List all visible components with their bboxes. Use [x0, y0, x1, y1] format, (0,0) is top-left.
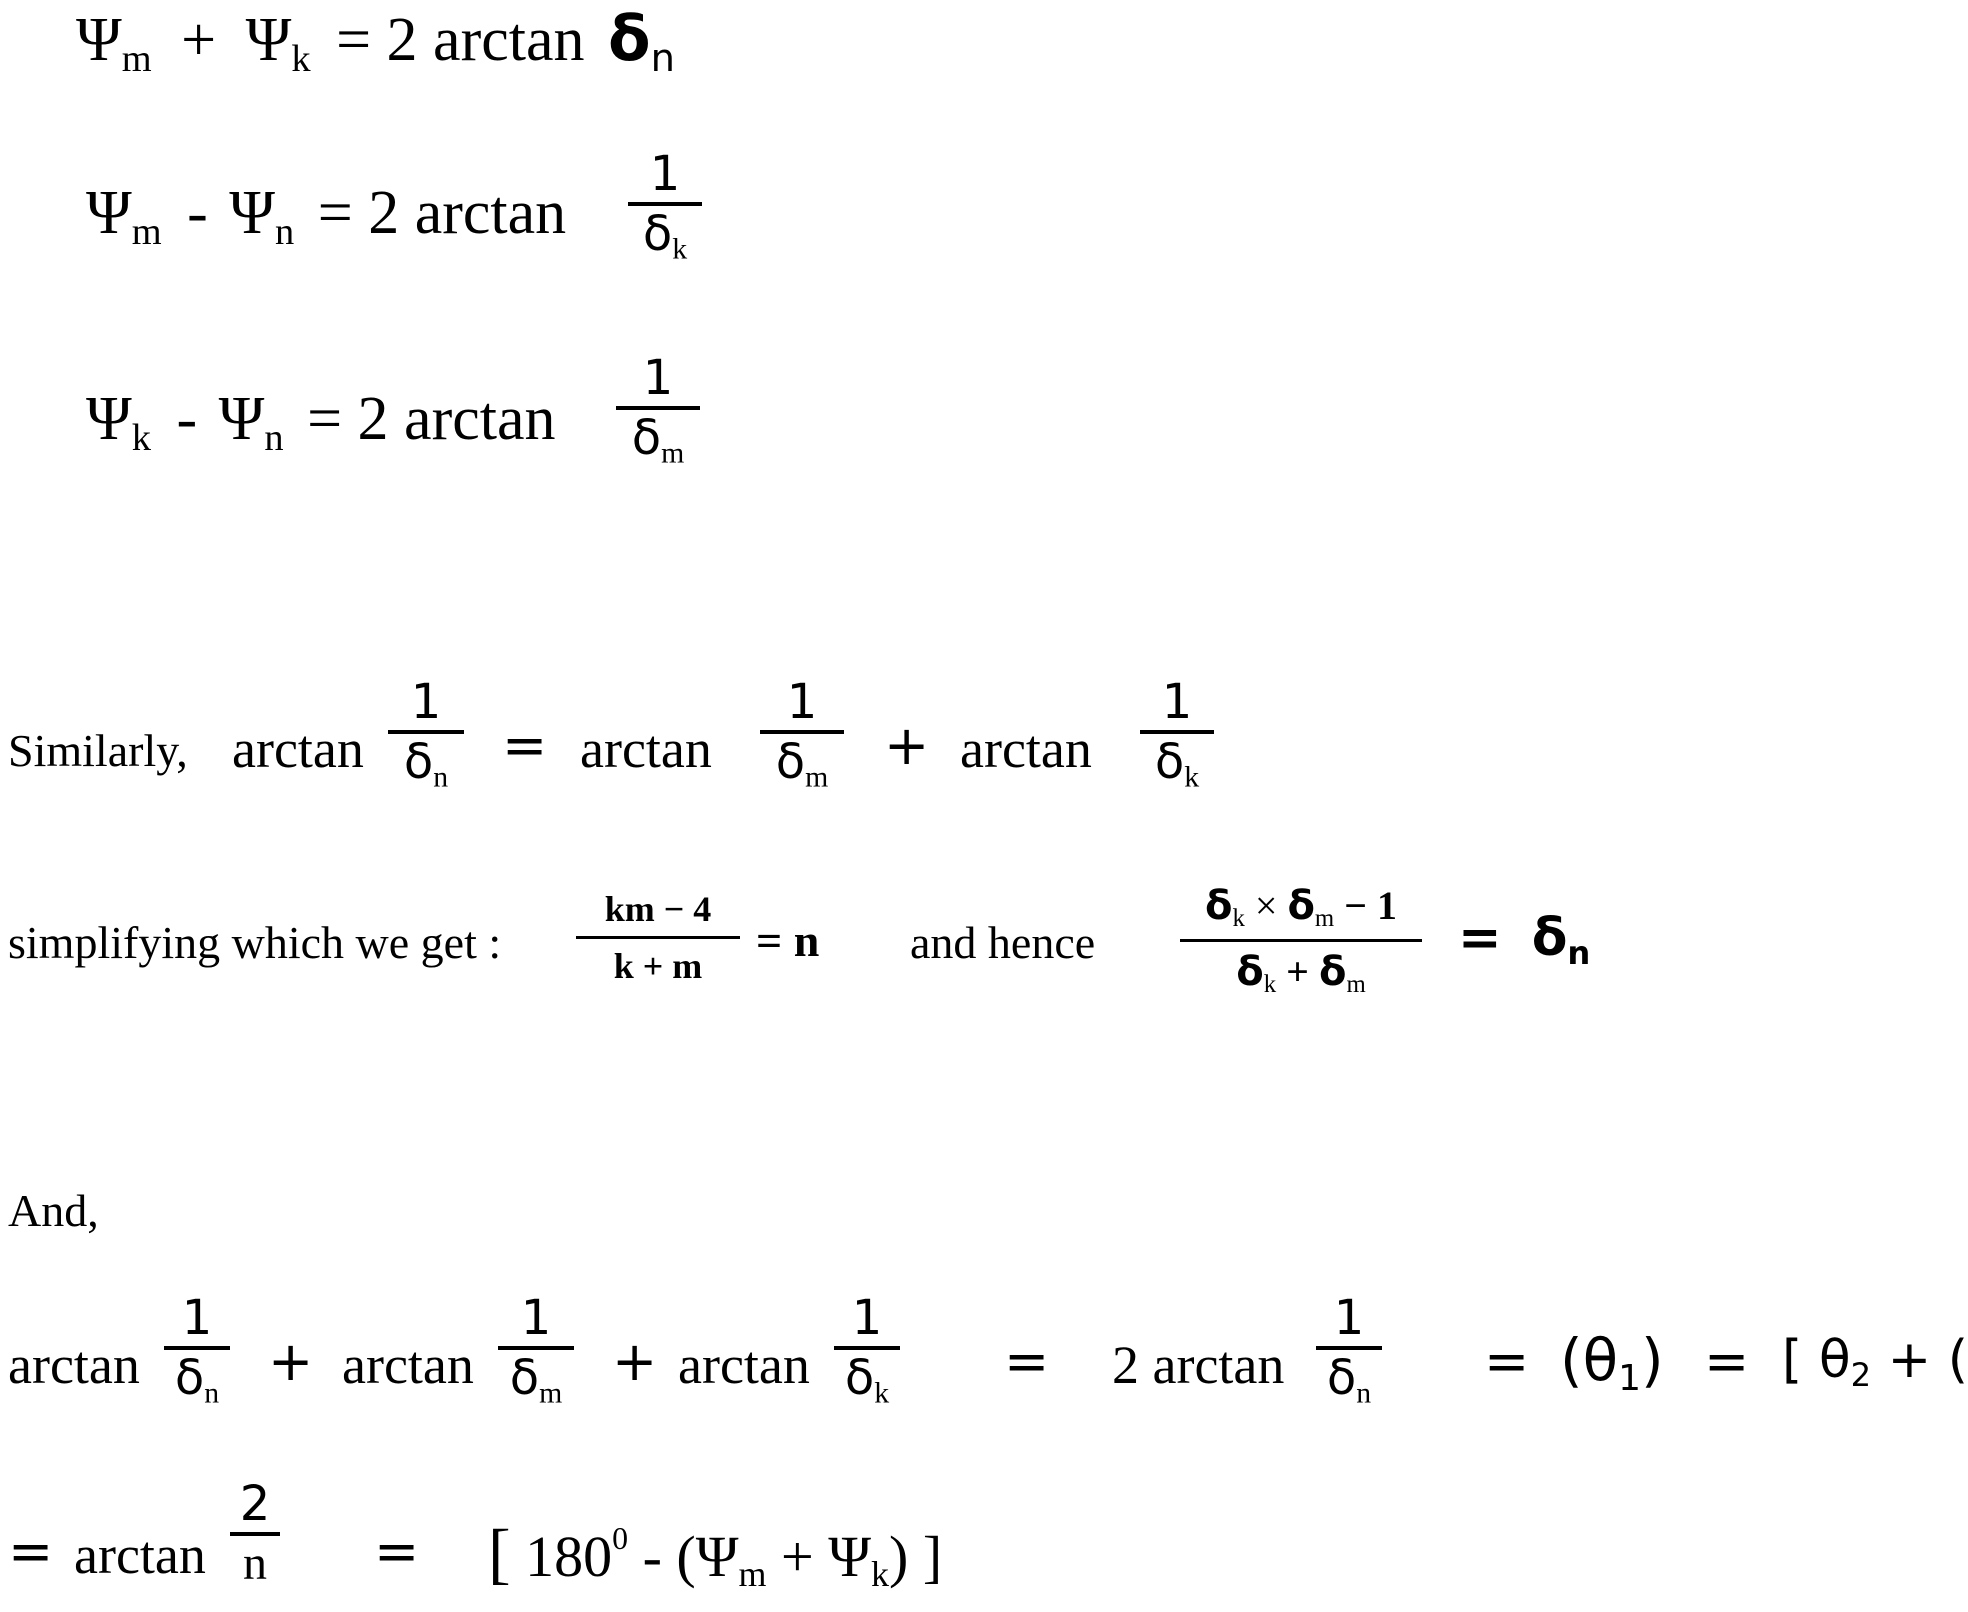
denominator: $\delta_k$ — [642, 206, 688, 266]
arctan-text: arctan — [678, 1335, 810, 1395]
two-arctan-text: 2 arctan — [1112, 1335, 1285, 1395]
equals-sign: = — [502, 714, 548, 777]
equals-n: = n — [756, 915, 820, 966]
fraction: 1 $\delta_n$ — [1316, 1290, 1382, 1410]
fraction: 1 $\delta_m$ — [498, 1290, 574, 1410]
fraction: 2 n — [230, 1476, 280, 1591]
rhs-text: = 2 arctan — [307, 385, 556, 453]
psi-symbol: Ψ — [76, 6, 122, 74]
and-hence-label: and hence — [910, 917, 1096, 968]
fraction-bar — [1180, 939, 1422, 942]
equation-3 — [86, 384, 556, 460]
fraction-bar — [576, 936, 740, 939]
subscript: m — [121, 37, 152, 80]
subscript: n — [275, 210, 295, 253]
fraction: $\delta_k \times \delta_m - 1$ $\delta_k + \delta_m$ — [1180, 882, 1422, 999]
subscript: k — [131, 416, 151, 459]
equals-sign: = — [1004, 1330, 1050, 1393]
fraction — [628, 146, 702, 266]
plus-sign: + — [268, 1330, 314, 1393]
fraction — [616, 350, 700, 470]
numerator: 1 — [649, 146, 681, 202]
arctan-text: arctan — [8, 1335, 140, 1395]
psi-symbol: Ψ — [86, 385, 132, 453]
psi-symbol: Ψ — [229, 179, 276, 247]
rhs-text: = 2 arctan — [336, 6, 585, 74]
equation-2 — [86, 178, 566, 254]
delta-symbol: δ — [607, 2, 651, 75]
psi-symbol: Ψ — [245, 6, 292, 74]
equals-delta-n: = $\delta_n$ — [1458, 908, 1591, 973]
plus-sign: + — [884, 714, 930, 777]
subscript: n — [264, 416, 284, 459]
arctan-text: arctan — [342, 1335, 474, 1395]
theta-2-bracket: [ $\theta_2$ + ( — [1782, 1330, 1968, 1395]
arctan-text: arctan — [232, 719, 364, 779]
operator: - — [176, 385, 198, 453]
final-expression: [ $180^0 - (\Psi_m + \Psi_k)$ ] — [488, 1515, 943, 1595]
rhs-text: = 2 arctan — [317, 179, 567, 247]
subscript: n — [650, 35, 675, 81]
equals-sign: = — [8, 1520, 54, 1583]
fraction: 1 $\delta_n$ — [388, 674, 464, 794]
fraction: 1 $\delta_k$ — [834, 1290, 900, 1410]
psi-symbol: Ψ — [86, 179, 132, 247]
fraction: 1 $\delta_m$ — [760, 674, 844, 794]
denominator: $\delta_m$ — [631, 410, 685, 470]
operator: + — [181, 6, 217, 74]
arctan-text: arctan — [74, 1525, 206, 1585]
arctan-text: arctan — [960, 719, 1092, 779]
fraction: km − 4 k + m — [576, 888, 740, 987]
theta-1: $(\theta_1)$ — [1560, 1326, 1664, 1400]
fraction: 1 $\delta_n$ — [164, 1290, 230, 1410]
similarly-label: Similarly, — [8, 725, 188, 776]
plus-sign: + — [612, 1330, 658, 1393]
fraction: 1 $\delta_k$ — [1140, 674, 1214, 794]
equals-sign: = — [1484, 1330, 1530, 1393]
subscript: m — [131, 210, 162, 253]
psi-symbol: Ψ — [218, 385, 265, 453]
operator: - — [187, 179, 208, 247]
simplifying-label: simplifying which we get : — [8, 917, 502, 968]
equals-sign: = — [1704, 1330, 1750, 1393]
subscript: k — [291, 37, 311, 80]
equation-1 — [76, 2, 675, 81]
equals-sign: = — [374, 1520, 420, 1583]
and-label: And, — [8, 1185, 99, 1236]
arctan-text: arctan — [580, 719, 712, 779]
numerator: 1 — [642, 350, 674, 406]
